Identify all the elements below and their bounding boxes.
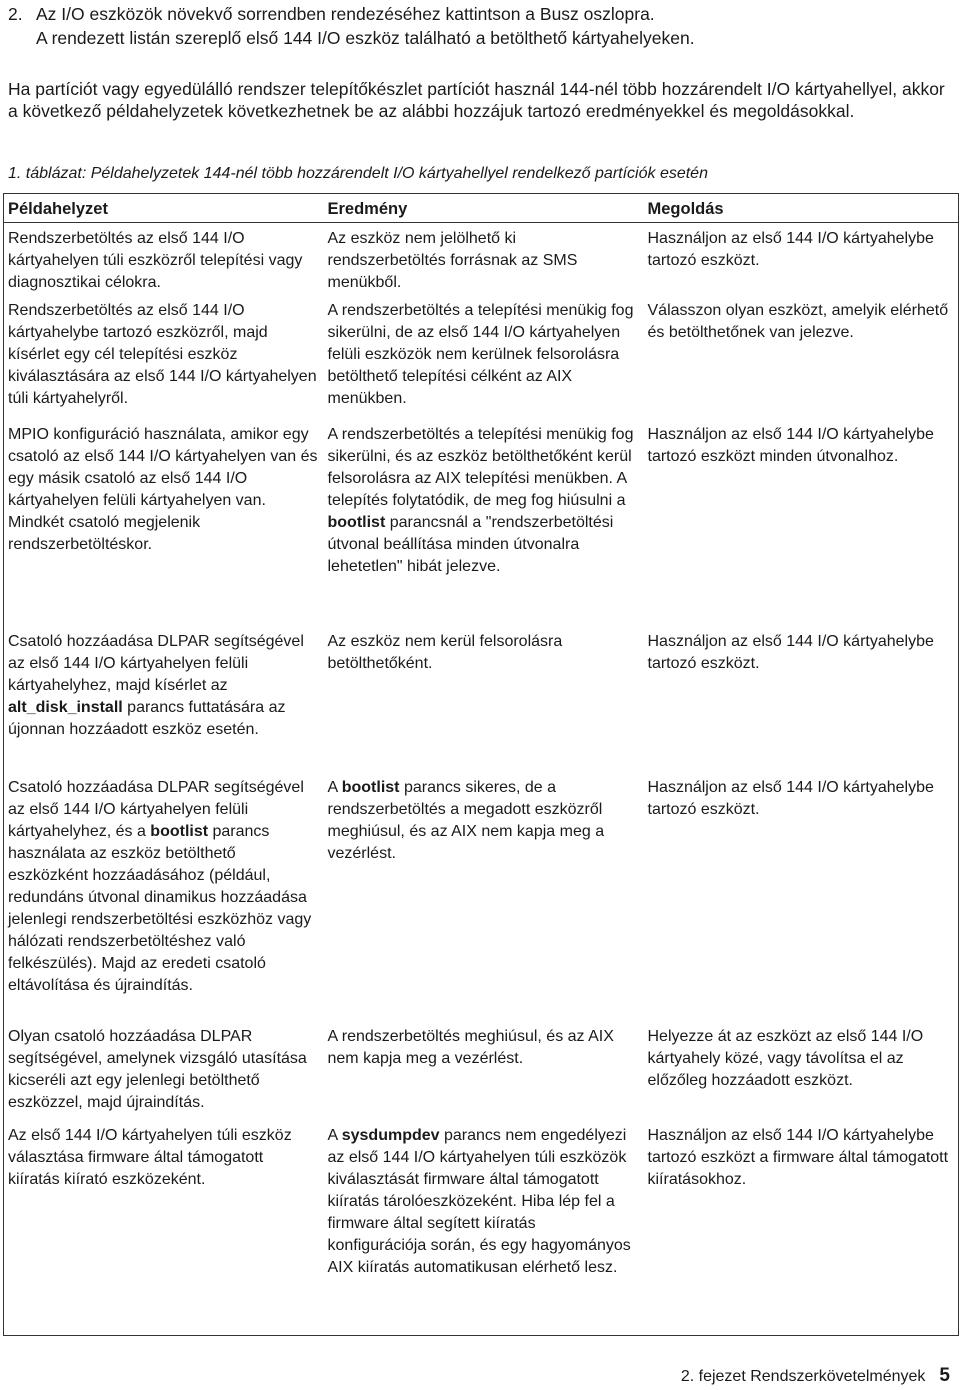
command-name: bootlist bbox=[327, 514, 386, 531]
table-caption: 1. táblázat: Példahelyzetek 144-nél több hozzárendelt I/O kártyahellyel rendelkező partíciók esetén bbox=[8, 165, 708, 182]
scenario-text: Csatoló hozzáadása DLPAR segítségével az első 144 I/O kártyahelyen felüli kártyahelyhez, majd kísérlet az bbox=[8, 633, 304, 694]
result-text: A rendszerbetöltés a telepítési menükig fog sikerülni, és az eszköz betölthetőként kerül felsorolásra az AIX telepítési menükben. A telepítés folytatódik, de meg fog hiúsulni a bbox=[327, 426, 634, 509]
table-header-row bbox=[4, 194, 959, 223]
step-number: 2. bbox=[8, 4, 23, 24]
step-text bbox=[36, 2, 946, 50]
result-cell bbox=[324, 777, 644, 1026]
solution-cell: Használjon az első 144 I/O kártyahelybe tartozó eszközt. bbox=[644, 223, 959, 301]
result-cell bbox=[324, 1125, 644, 1336]
column-header-solution: Megoldás bbox=[644, 194, 959, 223]
table-row bbox=[4, 631, 959, 777]
table-row bbox=[4, 1026, 959, 1125]
result-cell: Az eszköz nem jelölhető ki rendszerbetöltés forrásnak az SMS menükből. bbox=[327, 230, 578, 291]
table-row bbox=[4, 223, 959, 301]
chapter-title: 2. fejezet Rendszerkövetelmények bbox=[680, 1368, 926, 1385]
column-header-scenario: Példahelyzet bbox=[4, 194, 324, 223]
scenario-text: Csatoló hozzáadása DLPAR segítségével az első 144 I/O kártyahelyen felüli kártyahelyhez, és a bbox=[8, 779, 304, 840]
command-name: alt_disk_install bbox=[8, 699, 123, 716]
step-line-2: A rendezett listán szereplő első 144 I/O eszköz található a betölthető kártyahelyeken. bbox=[36, 28, 695, 48]
command-name: sysdumpdev bbox=[341, 1127, 440, 1144]
solution-cell: Használjon az első 144 I/O kártyahelybe tartozó eszközt a firmware által támogatott kiíratásokhoz. bbox=[644, 1125, 959, 1336]
result-text: A bbox=[327, 1127, 342, 1144]
result-cell: A rendszerbetöltés meghiúsul, és az AIX nem kapja meg a vezérlést. bbox=[327, 1028, 614, 1067]
scenario-cell: Rendszerbetöltés az első 144 I/O kártyahelybe tartozó eszközről, majd kísérlet egy cél telepítési eszköz kiválasztására az első 144 I/O kártyahelyen túli kártyahelyről. bbox=[4, 300, 324, 424]
table-row bbox=[4, 300, 959, 424]
step-line-1: Az I/O eszközök növekvő sorrendben rendezéséhez kattintson a Busz oszlopra. bbox=[36, 4, 655, 24]
solution-cell: Használjon az első 144 I/O kártyahelybe tartozó eszközt. bbox=[644, 631, 959, 777]
scenario-text: parancs használata az eszköz betölthető eszközként hozzáadásához (például, redundáns útvonal dinamikus hozzáadása jelenlegi rendszerbetöltési eszközhöz vagy hálózati rendszerbetöltéshez való felkészülés). Majd az eredeti csatoló eltávolítása és újraindítás. bbox=[8, 823, 312, 994]
scenario-cell: Rendszerbetöltés az első 144 I/O kártyahelyen túli eszközről telepítési vagy diagnosztikai célokra. bbox=[4, 223, 324, 301]
result-cell: Az eszköz nem kerül felsorolásra betölthetőként. bbox=[327, 633, 563, 672]
result-text: A bbox=[327, 779, 342, 796]
command-name: bootlist bbox=[341, 779, 400, 796]
scenario-cell: Olyan csatoló hozzáadása DLPAR segítségével, amelynek vizsgáló utasítása kicseréli azt egy jelenlegi betölthető eszközzel, majd újraindítás. bbox=[4, 1026, 324, 1125]
scenario-text: parancs futtatására az újonnan hozzáadott eszköz esetén. bbox=[8, 699, 286, 738]
page-footer bbox=[681, 1364, 950, 1389]
solution-cell: Helyezze át az eszközt az első 144 I/O kártyahely közé, vagy távolítsa el az előzőleg hozzáadott eszközt. bbox=[644, 1026, 959, 1125]
table-row bbox=[4, 777, 959, 1026]
command-name: bootlist bbox=[150, 823, 209, 840]
solution-cell: Használjon az első 144 I/O kártyahelybe tartozó eszközt. bbox=[644, 777, 959, 1026]
scenario-cell bbox=[4, 631, 324, 777]
result-text: parancsnál a "rendszerbetöltési útvonal beállítása minden útvonalra lehetetlen" hibát jelezve. bbox=[327, 514, 614, 575]
solution-cell: Válasszon olyan eszközt, amelyik elérhető és betölthetőnek van jelezve. bbox=[644, 300, 959, 424]
intro-paragraph: Ha partíciót vagy egyedülálló rendszer telepítőkészlet partíciót használ 144-nél több hozzárendelt I/O kártyahellyel, akkor a következő példahelyzetek következhetnek be az alábbi hozzájuk tartozó eredményekkel és megoldásokkal. bbox=[8, 79, 945, 121]
table-row bbox=[4, 1125, 959, 1336]
scenario-cell: Az első 144 I/O kártyahelyen túli eszköz választása firmware által támogatott kiíratás kiírató eszközeként. bbox=[4, 1125, 324, 1336]
solution-cell: Használjon az első 144 I/O kártyahelybe tartozó eszközt minden útvonalhoz. bbox=[644, 424, 959, 631]
column-header-result: Eredmény bbox=[324, 194, 644, 223]
result-cell: A rendszerbetöltés a telepítési menükig fog sikerülni, de az első 144 I/O kártyahelyen felüli eszközök nem kerülnek felsorolásra betölthető telepítési célként az AIX menükben. bbox=[327, 302, 634, 407]
scenario-cell bbox=[4, 777, 324, 1026]
result-cell bbox=[324, 424, 644, 631]
result-text: parancs nem engedélyezi az első 144 I/O kártyahelyen túli eszközök kiválasztását firmware által támogatott kiíratás tárolóeszközeként. Hiba lép fel a firmware által segített kiíratás konfigurációja során, és egy hagyományos AIX kiíratás automatikusan elérhető lesz. bbox=[327, 1127, 631, 1276]
scenario-cell: MPIO konfiguráció használata, amikor egy csatoló az első 144 I/O kártyahelyen van és egy másik csatoló az első 144 I/O kártyahelyen felüli kártyahelyen van. Mindkét csatoló megjelenik rendszerbetöltéskor. bbox=[4, 424, 324, 631]
page-number: 5 bbox=[939, 1365, 950, 1386]
result-text: parancs sikeres, de a rendszerbetöltés a megadott eszközről meghiúsul, és az AIX nem kapja meg a vezérlést. bbox=[327, 779, 605, 862]
table-row bbox=[4, 424, 959, 631]
scenarios-table bbox=[3, 193, 959, 1336]
